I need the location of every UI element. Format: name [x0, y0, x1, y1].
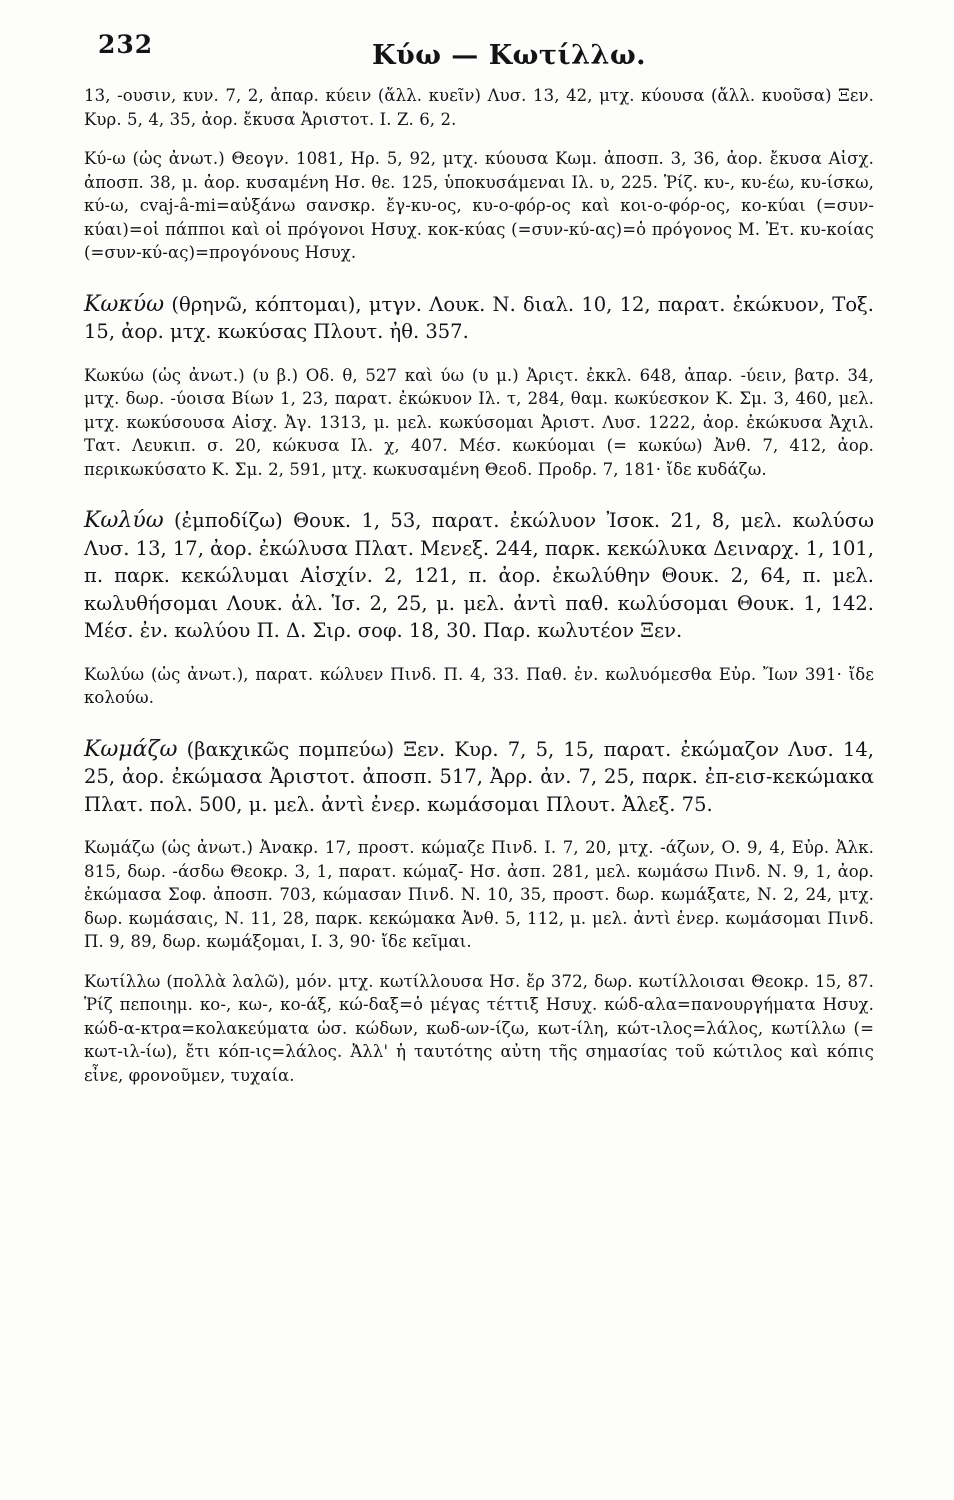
entry-text: (θρηνῶ, κόπτομαι), μτγν. Λουκ. Ν. διαλ. 10, 12, παρατ. ἐκώκυον, Τοξ. 15, ἀορ. μτχ. κωκύσας Πλουτ. ἠθ. 357.: [84, 292, 874, 343]
dictionary-column: [84, 84, 874, 1103]
entry-koluo: [84, 507, 874, 645]
entry-text: Κύ-ω (ὡς ἀνωτ.) Θεογν. 1081, Ηρ. 5, 92, μτχ. κύουσα Κωμ. ἀποσπ. 3, 36, ἀορ. ἔκυσα Αἰσχ. ἀποσπ. 38, μ. ἀορ. κυσαμένη Ησ. θε. 125, ὑποκυσάμεναι Ιλ. υ, 225. Ῥίζ. κυ-, κυ-έω, κυ-ίσκω, κύ-ω, cvaj-â-mi=αὐξάνω σανσκρ. ἔγ-κυ-ος, κυ-ο-φόρ-ος καὶ κοι-ο-φόρ-ος, κο-κύαι (=συν-κύαι)=οἱ πάπποι καὶ οἱ πρόγονοι Ησυχ. κοκ-κύας (=συν-κύ-ας)=ὁ πρόγονος Μ. Ἐτ. κυ-κοίας (=συν-κύ-ας)=προγόνους Ησυχ.: [84, 149, 874, 262]
running-title: Κύω — Κωτίλλω.: [372, 40, 647, 71]
entry-kotillo: [84, 970, 874, 1088]
entry-koluo-poetic: [84, 663, 874, 710]
entry-text: (βακχικῶς πομπεύω) Ξεν. Κυρ. 7, 5, 15, παρατ. ἐκώμαζον Λυσ. 14, 25, ἀορ. ἐκώμασα Ἀριστοτ. ἀποσπ. 517, Ἀρρ. ἀν. 7, 25, παρκ. ἐπ-εισ-κεκώμακα Πλατ. πολ. 500, μ. μελ. ἀντὶ ἐνερ. κωμάσομαι Πλουτ. Ἀλεξ. 75.: [84, 737, 874, 816]
entry-kokuo-poetic: [84, 364, 874, 482]
entry-text: Κωτίλλω (πολλὰ λαλῶ), μόν. μτχ. κωτίλλουσα Ησ. ἔρ 372, δωρ. κωτίλλοισαι Θεοκρ. 15, 87. Ῥίζ πεποιημ. κο-, κω-, κο-άξ, κώ-δαξ=ὁ μέγας τέττιξ Ησυχ. κώδ-αλα=πανουργήματα Ησυχ. κώδ-α-κτρα=κολακεύματα ὡσ. κώδων, κωδ-ων-ίζω, κωτ-ίλη, κώτ-ιλος=λάλος, κωτίλλω (= κωτ-ιλ-ίω), ἔτι κόπ-ις=λάλος. Ἀλλ' ἡ ταυτότης αὐτη τῆς σημασίας τοῦ κώτιλος καὶ κόπις εἶνε, φρονοῦμεν, τυχαία.: [84, 971, 874, 1085]
entry-komazo: [84, 736, 874, 819]
entry-text: (ἐμποδίζω) Θουκ. 1, 53, παρατ. ἐκώλυον Ἰσοκ. 21, 8, μελ. κωλύσω Λυσ. 13, 17, ἀορ. ἐκώλυσα Πλατ. Μενεξ. 244, παρκ. κεκώλυκα Δειναρχ. 1, 101, π. παρκ. κεκώλυμαι Αἰσχίν. 2, 121, π. ἀορ. ἐκωλύθην Θουκ. 2, 64, π. μελ. κωλυθήσομαι Λουκ. ἀλ. Ἱσ. 2, 25, μ. μελ. ἀντὶ παθ. κωλύσομαι Θουκ. 1, 142. Μέσ. ἐν. κωλύου Π. Δ. Σιρ. σοφ. 18, 30. Παρ. κωλυτέον Ξεν.: [84, 509, 874, 642]
entry-text: Κωκύω (ὡς ἀνωτ.) (υ β.) Οδ. θ, 527 καὶ ύω (υ μ.) Ἀριςτ. ἐκκλ. 648, ἀπαρ. -ύειν, βατρ. 34, μτχ. δωρ. -ύοισα Βίων 1, 23, παρατ. ἐκώκυον Ιλ. τ, 284, θαμ. κωκύεσκον Κ. Σμ. 3, 460, μελ. μτχ. κωκύσουσα Αἰσχ. Ἀγ. 1313, μ. μελ. κωκύσομαι Ἀριστ. Λυσ. 1222, ἀορ. ἐκώκυσα Ἀχιλ. Τατ. Λευκιπ. σ. 20, κώκυσα Ιλ. χ, 407. Μέσ. κωκύομαι (= κωκύω) Ἀνθ. 7, 412, ἀορ. περικωκύσατο Κ. Σμ. 2, 591, μτχ. κωκυσαμένη Θεοδ. Προδρ. 7, 181· ἴδε κυδάζω.: [84, 365, 874, 479]
headword: Κωκύω: [84, 291, 165, 317]
page-number: 232: [98, 30, 154, 59]
entry-komazo-poetic: [84, 836, 874, 954]
entry-kokuo: [84, 291, 874, 346]
entry-text: Κωμάζω (ὡς ἀνωτ.) Ἀνακρ. 17, προστ. κώμαζε Πινδ. Ι. 7, 20, μτχ. -άζων, Ο. 9, 4, Εὐρ. Ἀλκ. 815, δωρ. -άσδω Θεοκρ. 3, 1, παρατ. κώμαζ- Ησ. ἀσπ. 281, μελ. κωμάσω Πινδ. Ν. 9, 1, ἀορ. ἐκώμασα Σοφ. ἀποσπ. 703, κώμασαν Πινδ. Ν. 10, 35, προστ. δωρ. κωμάξατε, Ν. 2, 24, μτχ. δωρ. κωμάσαις, Ν. 11, 28, παρκ. κεκώμακα Ἀνθ. 5, 112, μ. μελ. ἀντὶ ἐνερ. κωμάσομαι Πινδ. Π. 9, 89, δωρ. κωμάξομαι, Ι. 3, 90· ἴδε κεῖμαι.: [84, 838, 874, 951]
headword: Κωλύω: [84, 508, 164, 533]
entry-continuation: [84, 84, 874, 131]
entry-text: Κωλύω (ὡς ἀνωτ.), παρατ. κώλυεν Πινδ. Π. 4, 33. Παθ. ἐν. κωλυόμεσθα Εὐρ. Ἴων 391· ἴδε κολούω.: [84, 664, 874, 707]
headword: Κωμάζω: [84, 736, 178, 762]
entry-kuo-poetic: [84, 147, 874, 265]
entry-text: 13, -ουσιν, κυν. 7, 2, ἀπαρ. κύειν (ἄλλ. κυεῖν) Λυσ. 13, 42, μτχ. κύουσα (ἄλλ. κυοῦσα) Ξεν. Κυρ. 5, 4, 35, ἀορ. ἔκυσα Ἀριστοτ. Ι. Ζ. 6, 2.: [84, 86, 874, 129]
